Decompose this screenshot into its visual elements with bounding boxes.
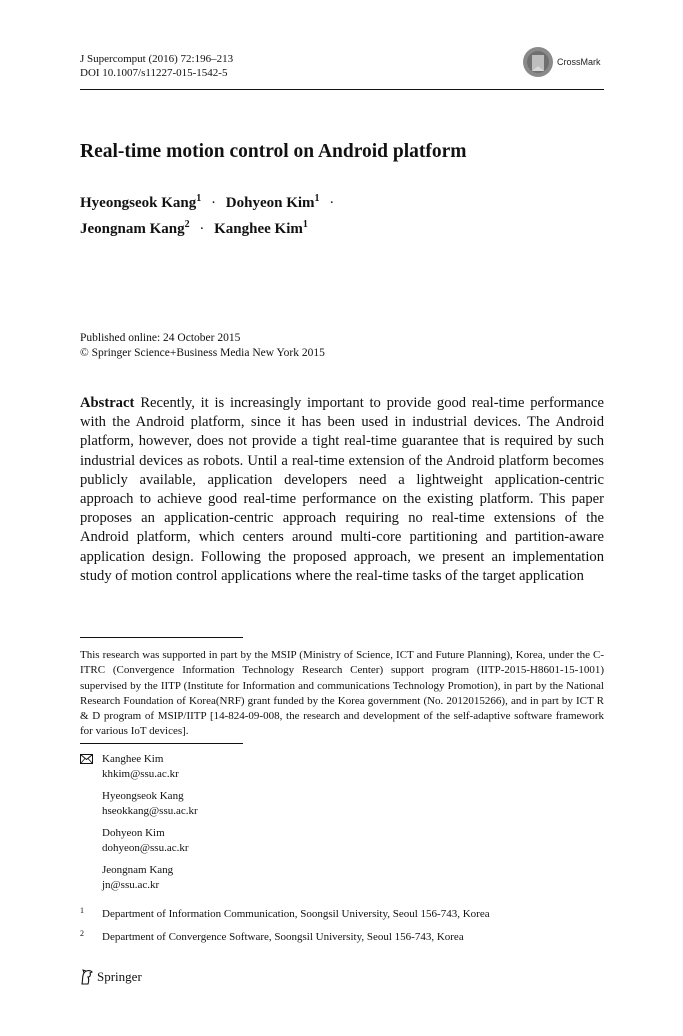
doi[interactable]: DOI 10.1007/s11227-015-1542-5 bbox=[80, 67, 228, 79]
envelope-icon bbox=[80, 754, 93, 764]
contact-name: Jeongnam Kang bbox=[102, 864, 174, 876]
affiliation-text: Department of Information Communication, Soongsil University, Seoul 156-743, Korea bbox=[102, 908, 490, 920]
author-line-1 bbox=[80, 188, 340, 214]
contact-name: Hyeongseok Kang bbox=[102, 790, 184, 802]
contact-entry bbox=[102, 863, 173, 892]
author-affiliation-mark: 1 bbox=[196, 193, 202, 204]
author-affiliation-mark: 1 bbox=[302, 219, 308, 230]
author-list bbox=[80, 188, 340, 240]
author-line-2 bbox=[80, 214, 340, 240]
contact-name: Kanghee Kim bbox=[102, 753, 164, 765]
springer-horse-icon bbox=[80, 969, 94, 985]
author-separator: · bbox=[329, 195, 335, 211]
affiliation-text: Department of Convergence Software, Soongsil University, Seoul 156-743, Korea bbox=[102, 931, 464, 943]
crossmark-badge[interactable] bbox=[522, 46, 601, 78]
published-date: Published online: 24 October 2015 bbox=[80, 332, 241, 344]
publisher-name: Springer bbox=[97, 969, 142, 984]
abstract bbox=[80, 394, 604, 586]
author-separator: · bbox=[211, 195, 217, 211]
contact-name: Dohyeon Kim bbox=[102, 827, 165, 839]
author-name: Dohyeon Kim bbox=[225, 195, 315, 211]
contact-rule bbox=[80, 743, 243, 744]
funding-footnote: This research was supported in part by the MSIP (Ministry of Science, ICT and Future Planning), Korea, under the C-ITRC (Convergence Information Technology Research Center) support program (IITP-2015-H8601-15-1001) supervised by the IITP (Institute for Information and communications Technology Promotion), in part by the National Research Foundation of Korea(NRF) grant funded by the Korea government (No. 2012015266), and in part by ICT R & D program of MSIP/IITP [14-824-09-008, the research and development of the self-adaptive software framework for various IoT devices]. bbox=[80, 649, 604, 738]
author-name: Hyeongseok Kang bbox=[80, 195, 197, 211]
footnote-rule bbox=[80, 637, 243, 638]
contact-email[interactable]: khkim@ssu.ac.kr bbox=[102, 767, 179, 780]
contact-email[interactable]: hseokkang@ssu.ac.kr bbox=[102, 804, 198, 817]
journal-citation: J Supercomput (2016) 72:196–213 bbox=[80, 53, 234, 65]
paper-title: Real-time motion control on Android platform bbox=[80, 141, 467, 162]
author-affiliation-mark: 2 bbox=[184, 219, 190, 230]
journal-info bbox=[80, 52, 233, 80]
author-name: Jeongnam Kang bbox=[80, 221, 185, 237]
header-rule bbox=[80, 89, 604, 90]
crossmark-icon bbox=[522, 46, 554, 78]
publisher-logo bbox=[80, 969, 142, 985]
abstract-heading: Abstract bbox=[80, 395, 135, 411]
publication-info bbox=[80, 331, 325, 361]
author-affiliation-mark: 1 bbox=[314, 193, 320, 204]
contact-email[interactable]: jn@ssu.ac.kr bbox=[102, 878, 160, 891]
contact-entry bbox=[102, 752, 179, 781]
contact-entry bbox=[102, 789, 198, 818]
contact-entry bbox=[102, 826, 189, 855]
contact-email[interactable]: dohyeon@ssu.ac.kr bbox=[102, 841, 189, 854]
author-name: Kanghee Kim bbox=[214, 221, 303, 237]
abstract-text: Recently, it is increasingly important to provide good real-time performance with the Android platform, since it has been used in industrial devices. The Android platform, however, does not provide a tight real-time guarantee that is required by such industrial devices as robots. Until a real-time extension of the Android platform becomes publicly available, application developers need a lightweight application-centric approach to achieve good real-time performance on the existing platform. This paper proposes an application-centric approach requiring no real-time extensions of the Android platform, which centers around multi-core partitioning and partition-aware application design. Following the proposed approach, we present an implementation study of motion control applications where the real-time tasks of the target application bbox=[80, 395, 604, 584]
affiliation-number: 2 bbox=[80, 929, 84, 938]
affiliation-number: 1 bbox=[80, 906, 84, 915]
copyright: © Springer Science+Business Media New York 2015 bbox=[80, 347, 325, 359]
crossmark-label: CrossMark bbox=[557, 57, 601, 67]
author-separator: · bbox=[199, 221, 205, 237]
